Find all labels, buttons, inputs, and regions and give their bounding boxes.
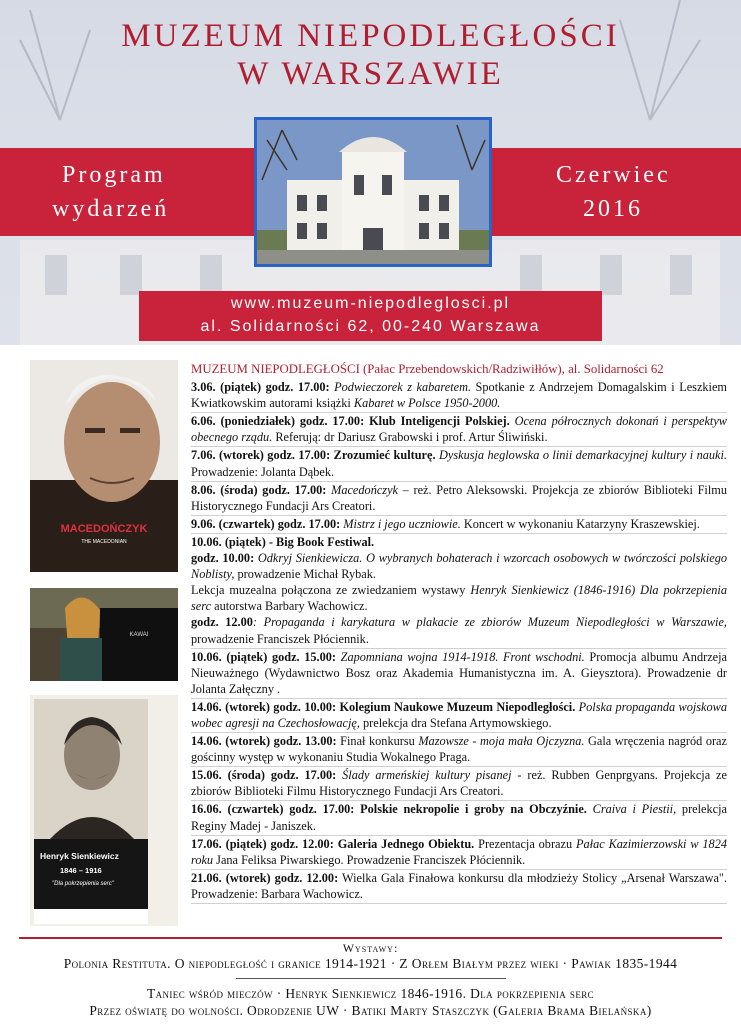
event-item (191, 482, 727, 516)
events-label: wydarzeń (52, 196, 170, 222)
event-title: Macedończyk (326, 482, 398, 497)
palace-photo (254, 117, 492, 267)
event-date: 3.06. (piątek) godz. 17.00: (191, 380, 330, 395)
event-title: Odkryj Sienkiewicza. O wybranych bohaterach i wzorcach osobowych w twórczości polskiego Noblisty, (191, 551, 727, 582)
poster-subtitle: THE MACEDONIAN (81, 539, 127, 545)
event-date: 10.06. (piątek) godz. 15.00: (191, 649, 336, 664)
exhibitions-line: Taniec wśród mieczów · Henryk Sienkiewicz 1846-1916. Dla pokrzepienia serc (146, 986, 595, 1001)
event-title: Mistrz i jego uczniowie. (340, 516, 461, 531)
event-item (191, 516, 727, 534)
event-description: prelekcja dra Stefana Artymowskiego. (359, 715, 552, 730)
event-description: Referują: dr Dariusz Grabowski i prof. Artur Śliwiński. (272, 430, 548, 445)
event-name: Galeria Jednego Obiektu. (333, 836, 475, 851)
event-description: prelekcja Reginy Madej - Janiszek. (191, 802, 727, 833)
exhibitions-line: Przez oświatę do wolności. Odrodzenie UW · Batiki Marty Staszczyk (Galeria Brama Bielańska) (89, 1003, 652, 1018)
piano-brand: KAWAI (129, 632, 149, 638)
event-date: 10.06. (piątek) - Big Book Festiwal. (191, 534, 375, 549)
event-description: Spotkanie z Andrzejem Domagalskim i Leszkiem Kwiatkowskim autorami książki (191, 380, 727, 411)
website-link[interactable]: www.muzeum-niepodleglosci.pl (230, 295, 511, 312)
pianist-photo (30, 588, 178, 681)
event-list (191, 361, 727, 904)
event-time: godz. 12.00 (191, 615, 253, 630)
event-title: Mazowsze - moja mała Ojczyzna. (418, 734, 585, 749)
museum-city: W WARSZAWIE (237, 56, 504, 92)
event-description: Promocja albumu Andrzeja Nieuważnego (Wydawnictwo Bosz oraz Akademia Humanistyczna im. A. Gieysztora). Prowadzenie dr Jolanta Załęczny . (191, 649, 727, 696)
year-label: 2016 (583, 196, 643, 222)
event-item (191, 870, 727, 904)
event-description: prowadzenie Franciszek Płóciennik. (191, 631, 369, 646)
event-date: 7.06. (wtorek) godz. 17.00: (191, 448, 331, 463)
month-label: Czerwiec (556, 162, 671, 188)
event-description: Prezentacja obrazu (474, 836, 576, 851)
poster-title: MACEDOŃCZYK (60, 523, 148, 535)
event-description: Prowadzenie: Jolanta Dąbek. (191, 464, 335, 479)
museum-title: MUZEUM NIEPODLEGŁOŚCI (121, 18, 620, 54)
poster-years: 1846 – 1916 (60, 866, 102, 875)
event-description: autorstwa Barbary Wachowicz. (211, 599, 368, 614)
palace-illustration (257, 120, 489, 264)
footer-divider (19, 937, 722, 939)
event-description: – reż. Petro Aleksowski. Projekcja ze zbiorów Biblioteki Filmu Historycznego Fundacji Ars Creatori. (191, 482, 727, 513)
event-date: 15.06. (środa) godz. 17.00: (191, 768, 337, 783)
museum-address: al. Solidarności 62, 00-240 Warszawa (200, 318, 541, 335)
event-name: Polskie nekropolie i groby na Obczyźnie. (354, 802, 587, 817)
event-description: Wielka Gala Finałowa konkursu dla młodzieży Stolicy „Arsenał Warszawa". Prowadzenie: Barbara Wachowicz. (191, 870, 727, 901)
event-item (191, 447, 727, 481)
exhibition-title: Henryk Sienkiewicz (1846-1916) Dla pokrzepienia serc (191, 583, 727, 614)
exhibitions-line: Polonia Restituta. O niepodległość i granice 1914-1921 · Z Orłem Białym przez wieki · Pawiak 1835-1944 (63, 956, 678, 971)
sienkiewicz-poster (30, 695, 178, 926)
event-item (191, 534, 727, 649)
event-title: Ocena półrocznych dokonań i perspektyw obecnego rządu. (191, 414, 727, 445)
macedonian-poster (30, 360, 178, 572)
event-title: Pałac Kazimierzowski w 1824 roku (191, 836, 728, 867)
event-name: Kolegium Naukowe Muzeum Niepodległości. (336, 699, 576, 714)
exhibitions-heading: Wystawy: (342, 941, 399, 955)
event-date: 21.06. (wtorek) godz. 12.00: (191, 870, 339, 885)
event-date: 6.06. (poniedziałek) godz. 17.00: (191, 414, 365, 429)
event-description: Jana Feliksa Piwarskiego. Prowadzenie Franciszek Płóciennik. (213, 852, 526, 867)
event-description: Finał konkursu (336, 734, 419, 749)
program-label: Program (62, 162, 166, 188)
event-item (191, 767, 727, 801)
event-item (191, 649, 727, 699)
event-name: Zrozumieć kulturę. (330, 448, 436, 463)
event-item (191, 733, 727, 767)
event-date: 8.06. (środa) godz. 17.00: (191, 482, 327, 497)
event-title: Podwieczorek z kabaretem. (334, 380, 472, 395)
venue-heading: MUZEUM NIEPODLEGŁOŚCI (Pałac Przebendowskich/Radziwiłłów), al. Solidarności 62 (191, 362, 664, 376)
event-description: Lekcja muzealna połączona ze zwiedzaniem wystawy (191, 583, 471, 598)
event-description: prowadzenie Michał Rybak. (234, 567, 376, 582)
event-title: Ślady armeńskiej kultury pisanej (336, 768, 512, 783)
event-item (191, 413, 727, 447)
event-item (191, 699, 727, 733)
event-item (191, 379, 727, 413)
event-title: Zapomniana wojna 1914-1918. Front wschodni. (336, 649, 585, 664)
event-description: Koncert w wykonaniu Katarzyny Kraszewskiej. (460, 516, 700, 531)
event-item (191, 801, 727, 835)
event-item (191, 836, 727, 870)
event-date: 17.06. (piątek) godz. 12.00: (191, 836, 334, 851)
event-date: 9.06. (czwartek) godz. 17.00: (191, 516, 341, 531)
event-title: Craiva i Piestii, (586, 802, 677, 817)
event-description: - reż. Rubben Genprgyans. Projekcja ze zbiorów Biblioteki Filmu Historycznego Fundacji Ars Creatori. (191, 768, 727, 799)
poster-subtitle: "Dla pokrzepienia serc" (52, 881, 114, 887)
poster-name: Henryk Sienkiewicz (40, 851, 119, 861)
event-date: 14.06. (wtorek) godz. 13.00: (191, 734, 337, 749)
event-title: Dyskusja heglowska o linii demarkacyjnej kultury i nauki. (435, 448, 728, 463)
event-description: Gala wręczenia nagród oraz gościnny występ w wykonaniu Studia Wokalnego Praga. (191, 734, 727, 765)
event-title: : Propaganda i karykatura w plakacie ze zbiorów Muzeum Niepodległości w Warszawie, (252, 615, 727, 630)
event-date: 16.06. (czwartek) godz. 17.00: (191, 802, 355, 817)
event-name: Klub Inteligencji Polskiej. (364, 414, 510, 429)
exhibitions-separator (236, 978, 506, 979)
event-time: godz. 10.00: (191, 551, 255, 566)
event-date: 14.06. (wtorek) godz. 10.00: (191, 699, 337, 714)
event-title: Polska propaganda wojskowa wobec agresji na Czechosłowację, (191, 699, 728, 730)
book-title: Kabaret w Polsce 1950-2000. (353, 396, 501, 411)
